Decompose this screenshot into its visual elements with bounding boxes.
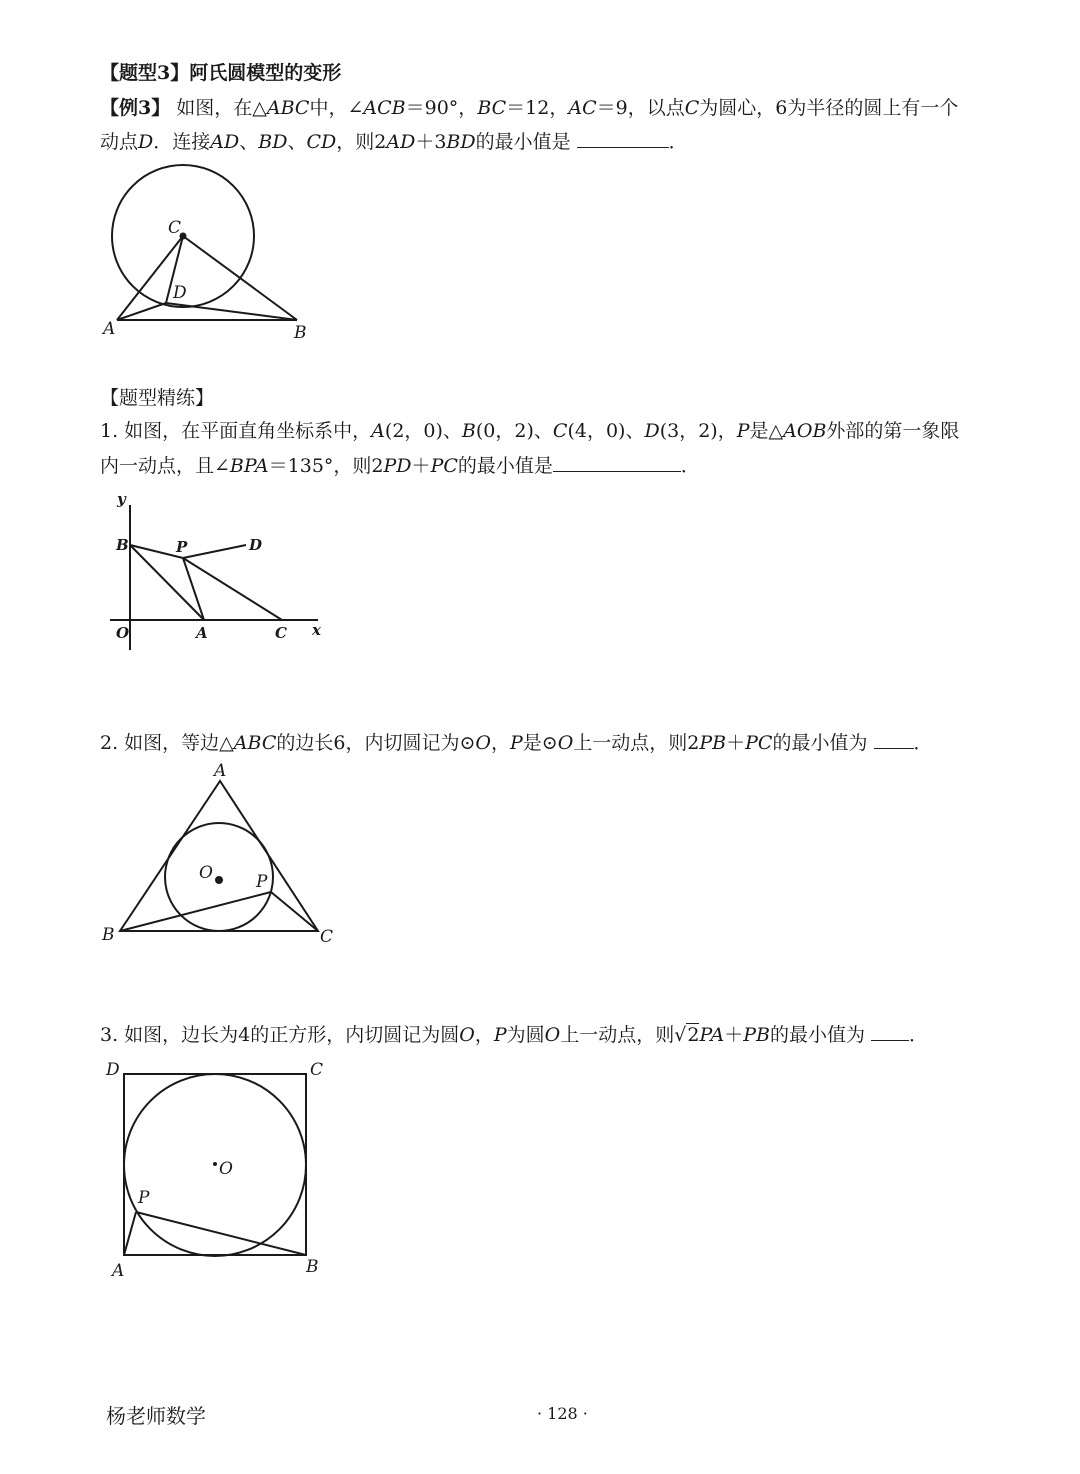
q1-line-2: 内一动点，且∠BPA＝135°，则2PD＋PC的最小值是 ． xyxy=(100,455,700,477)
label-C: C xyxy=(168,218,182,238)
label-C: C xyxy=(275,624,287,642)
example-line-2: 动点D．连接AD、BD、CD，则2AD＋3BD的最小值是 ． xyxy=(100,131,688,153)
label-P: P xyxy=(176,538,188,556)
label-B: B xyxy=(116,536,129,554)
q2-line-1: 2. 如图，等边△ABC的边长6，内切圆记为⊙O，P是⊙O上一动点，则2PB＋PC的最小值为 ． xyxy=(100,732,933,754)
label-P: P xyxy=(256,872,268,892)
label-C: C xyxy=(320,927,334,947)
label-A: A xyxy=(103,319,116,339)
label-B: B xyxy=(306,1257,319,1277)
label-D: D xyxy=(249,536,263,554)
label-P: P xyxy=(138,1188,150,1208)
label-x: x xyxy=(312,621,321,639)
label-O: O xyxy=(199,863,213,883)
label-D: D xyxy=(173,283,187,303)
label-O: O xyxy=(219,1159,233,1179)
label-A: A xyxy=(112,1261,125,1281)
label-A: A xyxy=(214,761,227,781)
example-label: 【例3】 xyxy=(100,97,171,119)
label-y: y xyxy=(117,490,126,508)
q3-line-1: 3. 如图，边长为4的正方形，内切圆记为圆O，P为圆O上一动点，则√2PA＋PB的最小值为 ． xyxy=(100,1024,929,1046)
label-D: D xyxy=(106,1060,120,1080)
label-B: B xyxy=(294,323,307,343)
page-number: · 128 · xyxy=(537,1404,588,1423)
section-heading: 【题型3】阿氏圆模型的变形 xyxy=(100,62,342,84)
footer-author: 杨老师数学 xyxy=(106,1404,206,1428)
label-A: A xyxy=(196,624,208,642)
example-line-1: 【例3】 如图，在△ABC中，∠ACB＝90°，BC＝12，AC＝9，以点C为圆心，6为半径的圆上有一个 xyxy=(100,97,959,119)
label-O: O xyxy=(116,624,130,642)
label-C: C xyxy=(310,1060,324,1080)
q1-line-1: 1. 如图，在平面直角坐标系中，A(2，0)、B(0，2)、C(4，0)、D(3，2)，P是△AOB外部的第一象限 xyxy=(100,420,960,442)
label-B: B xyxy=(102,925,115,945)
practice-heading: 【题型精练】 xyxy=(100,387,215,409)
